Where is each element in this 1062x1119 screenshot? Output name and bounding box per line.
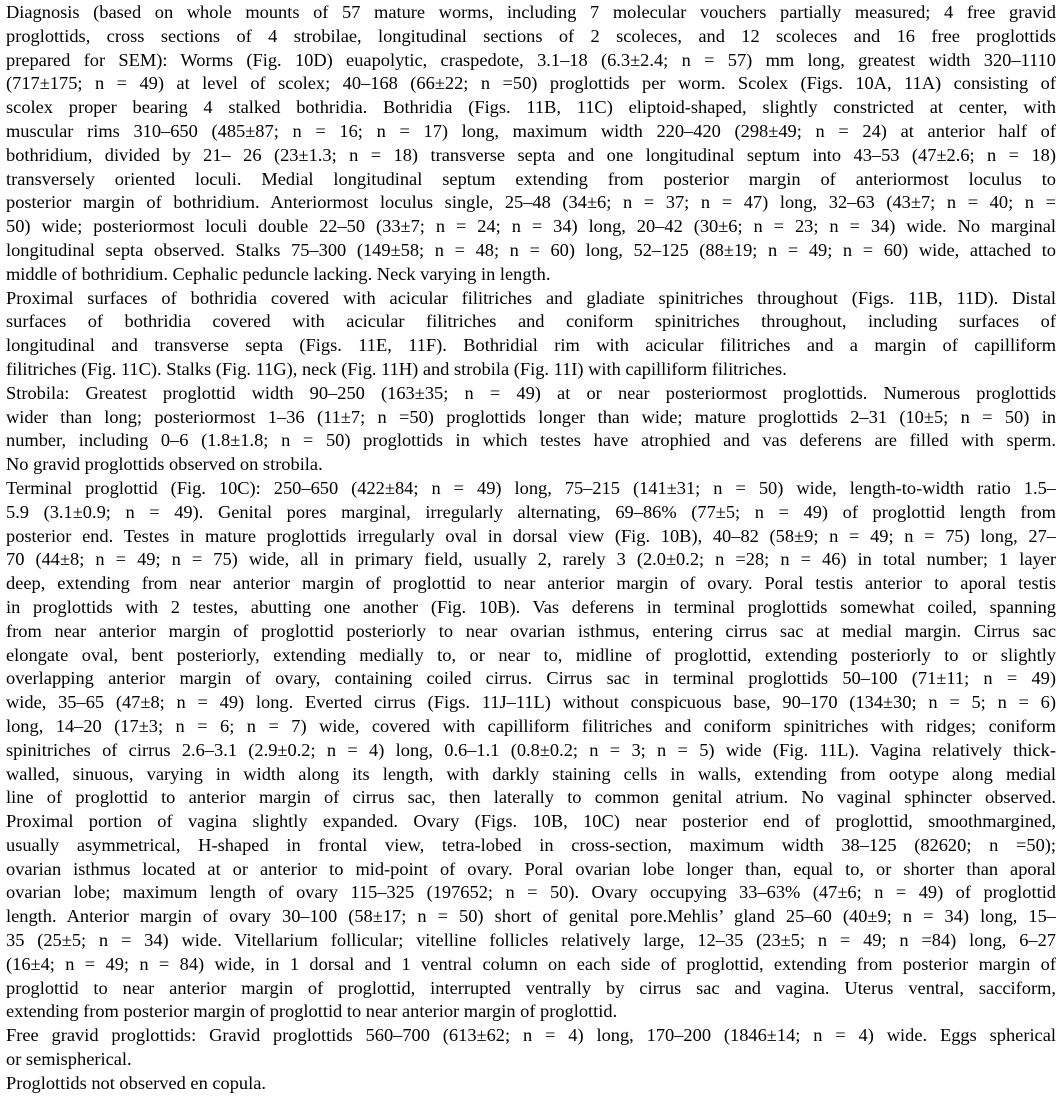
text-line: transversely oriented loculi. Medial longitudinal septum extending from posterior margin of anteriormost loculus to: [6, 168, 1056, 189]
text-line: spinitriches of cirrus 2.6–3.1 (2.9±0.2; n = 4) long, 0.6–1.1 (0.8±0.2; n = 3; n = 5) wide (Fig. 11L). Vagina relatively thick-: [6, 739, 1056, 760]
paragraph-strobila: [6, 382, 1056, 477]
text-line: wide, 35–65 (47±8; n = 49) long. Everted cirrus (Figs. 11J–11L) without conspicuous base, 90–170 (134±30; n = 5; n = 6): [6, 692, 1056, 713]
text-line: longitudinal septa observed. Stalks 75–300 (149±58; n = 48; n = 60) long, 52–125 (88±19; n = 49; n = 60) wide, attached to: [6, 239, 1056, 260]
text-line: posterior margin of bothridium. Anteriormost loculus single, 25–48 (34±6; n = 37; n = 47) long, 32–63 (43±7; n = 40; n =: [6, 192, 1056, 213]
paragraph-copulation: [6, 1072, 1056, 1096]
text-line: length. Anterior margin of ovary 30–100 (58±17; n = 50) short of genital pore.Mehlis’ gland 25–60 (40±9; n = 34) long, 15–: [6, 906, 1056, 927]
text-line: Terminal proglottid (Fig. 10C): 250–650 (422±84; n = 49) long, 75–215 (141±31; n = 50) wide, length-to-width ratio 1.5–: [6, 477, 1056, 498]
text-line: scolex proper bearing 4 stalked bothridia. Bothridia (Figs. 11B, 11C) eliptoid-shaped, slightly constricted at center, with: [6, 97, 1056, 118]
text-line: ovarian lobe; maximum length of ovary 115–325 (197652; n = 50). Ovary occupying 33–63% (47±6; n = 49) of proglottid: [6, 882, 1056, 903]
text-line: 50) wide; posteriormost loculi double 22–50 (33±7; n = 24; n = 34) long, 20–42 (30±6; n = 23; n = 34) wide. No marginal: [6, 216, 1056, 237]
text-line: 35 (25±5; n = 34) wide. Vitellarium follicular; vitelline follicles relatively large, 12–35 (23±5; n = 49; n =84) long, 6–27: [6, 930, 1056, 951]
text-line: deep, extending from near anterior margin of proglottid to near anterior margin of ovary. Poral testis anterior to aporal testis: [6, 573, 1056, 594]
text-line: bothridium, divided by 21– 26 (23±1.3; n = 18) transverse septa and one longitudinal septum into 43–53 (47±2.6; n = 18): [6, 144, 1056, 165]
text-line: No gravid proglottids observed on strobila.: [6, 454, 323, 475]
text-line: ovarian isthmus located at or anterior to mid-point of ovary. Poral ovarian lobe longer than, equal to, or shorter than aporal: [6, 858, 1056, 879]
text-line: number, including 0–6 (1.8±1.8; n = 50) proglottids in which testes have atrophied and vas deferens are filled with sperm.: [6, 430, 1056, 451]
text-line: prepared for SEM): Worms (Fig. 10D) euapolytic, craspedote, 3.1–18 (6.3±2.4; n = 57) mm long, greatest width 320–1110: [6, 49, 1056, 70]
text-line: or semispherical.: [6, 1049, 132, 1070]
text-line: wider than long; posteriormost 1–36 (11±7; n =50) proglottids longer than wide; mature proglottids 2–31 (10±5; n = 50) in: [6, 406, 1056, 427]
paragraph-free-gravid-proglottids: [6, 1024, 1056, 1072]
text-line: walled, sinuous, varying in width along its length, with darkly staining cells in walls, extending from ootype along medial: [6, 763, 1056, 784]
text-line: Free gravid proglottids: Gravid proglottids 560–700 (613±62; n = 4) long, 170–200 (1846±14; n = 4) wide. Eggs spherical: [6, 1025, 1056, 1046]
text-line: (16±4; n = 49; n = 84) wide, in 1 dorsal and 1 ventral column on each side of proglottid, extending from posterior margin of: [6, 953, 1056, 974]
text-line: usually asymmetrical, H-shaped in frontal view, tetra-lobed in cross-section, maximum width 38–125 (82620; n =50);: [6, 834, 1056, 855]
text-line: in proglottids with 2 testes, abutting one another (Fig. 10B). Vas deferens in terminal proglottids somewhat coiled, spanning: [6, 596, 1056, 617]
text-line: 5.9 (3.1±0.9; n = 49). Genital pores marginal, irregularly alternating, 69–86% (77±5; n = 49) of proglottid length from: [6, 501, 1056, 522]
text-line: Proximal portion of vagina slightly expanded. Ovary (Figs. 10B, 10C) near posterior end of proglottid, smoothmargined,: [6, 811, 1056, 832]
text-line: Diagnosis (based on whole mounts of 57 mature worms, including 7 molecular vouchers partially measured; 4 free gravid: [6, 2, 1056, 22]
text-line: from near anterior margin of proglottid posteriorly to near ovarian isthmus, entering cirrus sac at medial margin. Cirrus sac: [6, 620, 1056, 641]
text-line: longitudinal and transverse septa (Figs. 11E, 11F). Bothridial rim with acicular filitriches and a margin of capilliform: [6, 335, 1056, 356]
species-description-document: [6, 1, 1056, 1096]
text-line: Strobila: Greatest proglottid width 90–250 (163±35; n = 49) at or near posteriormost proglottids. Numerous proglottids: [6, 382, 1056, 403]
text-line: posterior end. Testes in mature proglottids irregularly oval in dorsal view (Fig. 10B), 40–82 (58±9; n = 49; n = 75) long, 27–: [6, 525, 1056, 546]
paragraph-terminal-proglottid: [6, 477, 1056, 1024]
text-line: Proglottids not observed en copula.: [6, 1072, 266, 1093]
text-line: middle of bothridium. Cephalic peduncle lacking. Neck varying in length.: [6, 263, 551, 284]
text-line: line of proglottid to anterior margin of cirrus sac, then laterally to common genital atrium. No vaginal sphincter observed.: [6, 787, 1056, 808]
text-line: long, 14–20 (17±3; n = 6; n = 7) wide, covered with capilliform filitriches and coniform spinitriches with ridges; coniform: [6, 715, 1056, 736]
text-line: filitriches (Fig. 11C). Stalks (Fig. 11G), neck (Fig. 11H) and strobila (Fig. 11I) with capilliform filitriches.: [6, 358, 787, 379]
text-line: proglottids, cross sections of 4 strobilae, longitudinal sections of 2 scoleces, and 12 scoleces and 16 free proglottids: [6, 25, 1056, 46]
paragraph-diagnosis: [6, 1, 1056, 287]
text-line: extending from posterior margin of proglottid to near anterior margin of proglottid.: [6, 1001, 618, 1022]
text-line: muscular rims 310–650 (485±87; n = 16; n = 17) long, maximum width 220–420 (298±49; n = 24) at anterior half of: [6, 120, 1056, 141]
text-line: overlapping anterior margin of ovary, containing coiled cirrus. Cirrus sac in terminal proglottids 50–100 (71±11; n = 49): [6, 668, 1056, 689]
text-line: proglottid to near anterior margin of proglottid, interrupted ventrally by cirrus sac and vagina. Uterus ventral, sacciform,: [6, 977, 1056, 998]
text-line: (717±175; n = 49) at level of scolex; 40–168 (66±22; n =50) proglottids per worm. Scolex (Figs. 10A, 11A) consisting of: [6, 73, 1056, 94]
text-line: surfaces of bothridia covered with acicular filitriches and coniform spinitriches throughout, including surfaces of: [6, 311, 1056, 332]
paragraph-microtriches: [6, 287, 1056, 382]
text-line: 70 (44±8; n = 49; n = 75) wide, all in primary field, usually 2, rarely 3 (2.0±0.2; n =28; n = 46) in total number; 1 layer: [6, 549, 1056, 570]
text-line: Proximal surfaces of bothridia covered with acicular filitriches and gladiate spinitriches throughout (Figs. 11B, 11D). Distal: [6, 287, 1056, 308]
text-line: elongate oval, bent posteriorly, extending medially to, or near to, midline of proglottid, extending posteriorly to or slightly: [6, 644, 1056, 665]
